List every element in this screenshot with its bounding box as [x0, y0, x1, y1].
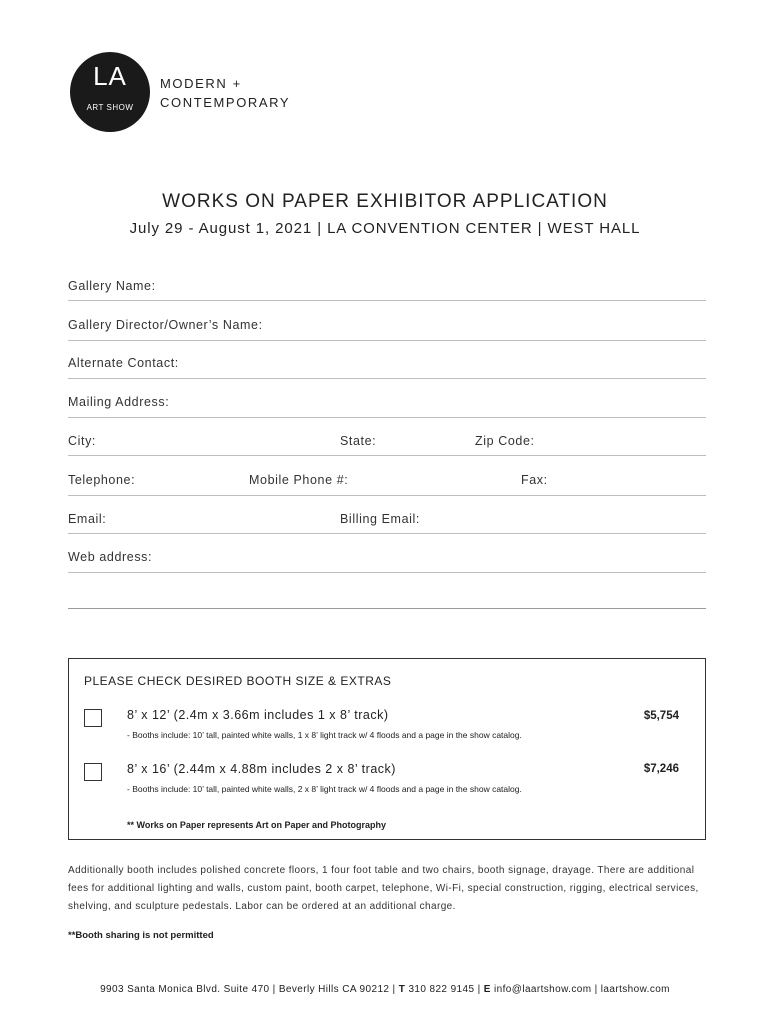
booth-option-2-title: 8’ x 16’ (2.44m x 4.88m includes 2 x 8’ track) — [127, 762, 396, 776]
page-title: WORKS ON PAPER EXHIBITOR APPLICATION — [162, 191, 608, 212]
footer-address: 9903 Santa Monica Blvd. Suite 470 | Beverly Hills CA 90212 | — [100, 984, 396, 995]
extra-blank-line[interactable] — [68, 608, 706, 609]
footer-email-website: info@laartshow.com | laartshow.com — [494, 984, 670, 995]
footer-phone: 310 822 9145 | — [408, 984, 481, 995]
alternate-contact-field[interactable] — [68, 378, 706, 379]
zip-code-label: Zip Code: — [475, 434, 535, 448]
state-label: State: — [340, 434, 377, 448]
footer-phone-label: T — [398, 984, 406, 995]
gallery-name-label: Gallery Name: — [68, 279, 156, 293]
web-address-field[interactable] — [68, 572, 706, 573]
booth-option-1-title: 8’ x 12’ (2.4m x 3.66m includes 1 x 8’ track) — [127, 708, 389, 722]
alternate-contact-label: Alternate Contact: — [68, 356, 179, 370]
booth-option-1-price: $5,754 — [643, 710, 679, 722]
gallery-name-field[interactable] — [68, 300, 706, 301]
city-label: City: — [68, 434, 96, 448]
booth-selection-box — [68, 658, 706, 840]
logo-title: LA — [93, 61, 127, 91]
additional-info-paragraph: Additionally booth includes polished concrete floors, 1 four foot table and two chairs, booth signage, drayage. There are additional fees for additional lighting and walls, custom paint, booth carpet, telephone, Wi-Fi, special construction, rigging, electrical services, shelving, and sculpture pedestals. Labor can be ordered at an additional charge. — [68, 865, 699, 912]
web-address-label: Web address: — [68, 550, 153, 564]
phone-fax-field[interactable] — [68, 495, 706, 496]
footer-email-label: E — [483, 984, 491, 995]
fax-label: Fax: — [521, 473, 548, 487]
logo-line-1: MODERN + — [160, 76, 242, 91]
booth-sharing-note: **Booth sharing is not permitted — [68, 930, 214, 941]
mobile-phone-label: Mobile Phone #: — [249, 473, 349, 487]
logo-wordmark — [160, 74, 290, 112]
booth-option-2-price: $7,246 — [643, 763, 679, 775]
email-label: Email: — [68, 512, 107, 526]
director-name-field[interactable] — [68, 340, 706, 341]
booth-option-2-checkbox[interactable] — [84, 763, 102, 781]
logo-subtitle: ART SHOW — [86, 103, 134, 112]
director-name-label: Gallery Director/Owner’s Name: — [68, 318, 263, 332]
telephone-label: Telephone: — [68, 473, 136, 487]
footer-contact — [0, 984, 770, 995]
booth-option-1-checkbox[interactable] — [84, 709, 102, 727]
works-on-paper-note: ** Works on Paper represents Art on Paper and Photography — [127, 820, 387, 830]
city-state-zip-field[interactable] — [68, 455, 706, 456]
booth-option-1-description: - Booths include: 10’ tall, painted white walls, 1 x 8’ light track w/ 4 floods and a page in the show catalog. — [127, 730, 522, 740]
mailing-address-field[interactable] — [68, 417, 706, 418]
page-subtitle: July 29 - August 1, 2021 | LA CONVENTION CENTER | WEST HALL — [129, 220, 641, 237]
billing-email-label: Billing Email: — [340, 512, 420, 526]
booth-option-2-description: - Booths include: 10’ tall, painted white walls, 2 x 8’ light track w/ 4 floods and a page in the show catalog. — [127, 784, 522, 794]
logo-circle — [70, 52, 150, 132]
mailing-address-label: Mailing Address: — [68, 395, 170, 409]
logo-line-2: CONTEMPORARY — [160, 95, 291, 110]
booth-heading: PLEASE CHECK DESIRED BOOTH SIZE & EXTRAS — [84, 674, 392, 688]
email-field[interactable] — [68, 533, 706, 534]
